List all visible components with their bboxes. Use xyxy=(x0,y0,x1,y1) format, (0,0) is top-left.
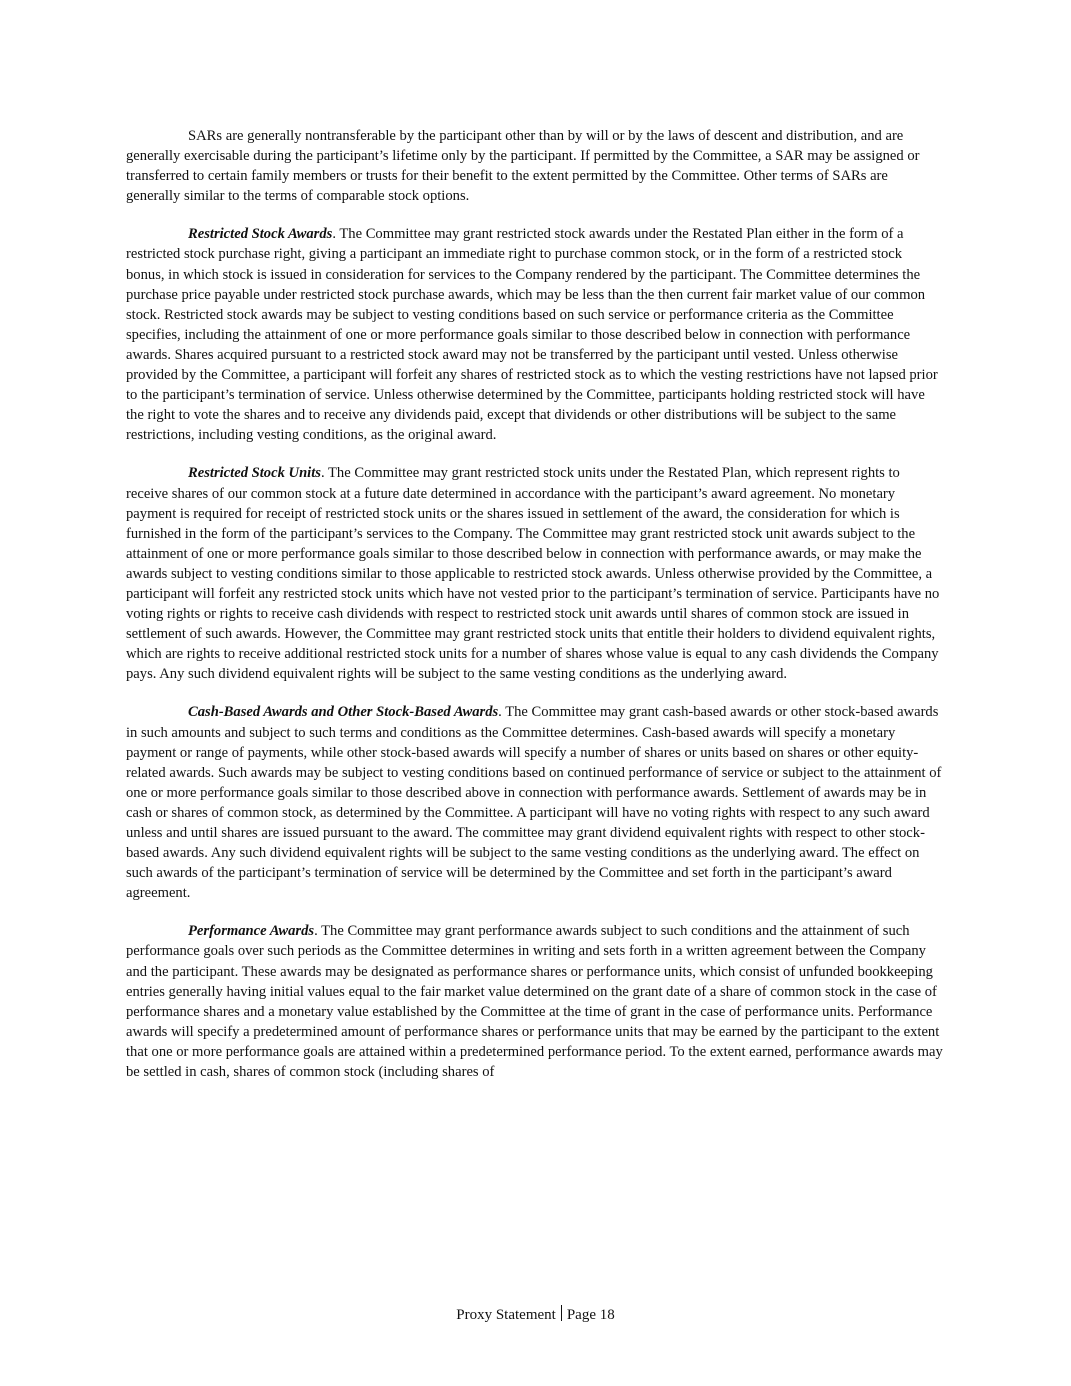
paragraph-heading: Restricted Stock Units xyxy=(188,465,321,482)
paragraph-text: . The Committee may grant cash-based awards or other stock-based awards in such amounts and subject to such terms and conditions as the Committee determines. Cash-based awards will specify a monetary payment or range of payments, while other stock-based awards will specify a number of shares or units based on shares or other equity-related awards. Such awards may be subject to vesting conditions based on continued performance of service or subject to the attainment of one or more performance goals similar to those described above in connection with performance awards. Settlement of awards may be in cash or shares of common stock, as determined by the Committee. A participant will have no voting rights with respect to any such award unless and until shares are issued pursuant to the award. The committee may grant dividend equivalent rights with respect to other stock-based awards. Any such dividend equivalent rights will be subject to the same vesting conditions as the underlying award. The effect on such awards of the participant’s termination of service will be determined by the Committee and set forth in the participant’s award agreement. xyxy=(126,704,942,902)
paragraph-text: . The Committee may grant performance awards subject to such conditions and the attainment of such performance goals over such periods as the Committee determines in writing and sets forth in a written agreement between the Company and the participant. These awards may be designated as performance shares or performance units, which consist of unfunded bookkeeping entries generally having initial values equal to the fair market value determined on the grant date of a share of common stock in the case of performance shares and a monetary value established by the Committee at the time of grant in the case of performance units. Performance awards will specify a predetermined amount of performance shares or performance units that may be earned by the participant to the extent that one or more performance goals are attained within a predetermined performance period. To the extent earned, performance awards may be settled in cash, shares of common stock (including shares of xyxy=(126,923,943,1081)
paragraph-text: . The Committee may grant restricted stock units under the Restated Plan, which represent rights to receive shares of our common stock at a future date determined in accordance with the participant’s award agreement. No monetary payment is required for receipt of restricted stock units or the shares issued in settlement of the award, the consideration for which is furnished in the form of the participant’s services to the Company. The Committee may grant restricted stock unit awards subject to the attainment of one or more performance goals similar to those described below in connection with performance awards, or may make the awards subject to vesting conditions similar to those applicable to restricted stock awards. Unless otherwise provided by the Committee, a participant will forfeit any restricted stock units which have not vested prior to the participant’s termination of service. Participants have no voting rights or rights to receive cash dividends with respect to restricted stock unit awards until shares of common stock are issued in settlement of such awards. However, the Committee may grant restricted stock units that entitle their holders to dividend equivalent rights, which are rights to receive additional restricted stock units for a number of shares whose value is equal to any cash dividends the Company pays. Any such dividend equivalent rights will be subject to the same vesting conditions as the underlying award. xyxy=(126,465,940,683)
paragraph-text: SARs are generally nontransferable by the participant other than by will or by the laws of descent and distribution, and are generally exercisable during the participant’s lifetime only by the participant. If permitted by the Committee, a SAR may be assigned or transferred to certain family members or trusts for their benefit to the extent permitted by the Committee. Other terms of SARs are generally similar to the terms of comparable stock options. xyxy=(126,128,920,205)
footer-label: Proxy Statement xyxy=(456,1307,556,1323)
paragraph-heading: Cash-Based Awards and Other Stock-Based Awards xyxy=(188,704,499,721)
paragraph-heading: Performance Awards xyxy=(188,923,315,940)
paragraph-performance-awards xyxy=(126,921,943,1082)
paragraph-restricted-stock-awards xyxy=(126,224,943,445)
paragraph-sars-transferability xyxy=(126,126,943,206)
footer-page-number: Page 18 xyxy=(566,1307,615,1323)
paragraph-text: . The Committee may grant restricted stock awards under the Restated Plan either in the form of a restricted stock purchase right, giving a participant an immediate right to purchase common stock, or in the form of a restricted stock bonus, in which stock is issued in consideration for services to the Company rendered by the participant. The Committee determines the purchase price payable under restricted stock purchase awards, which may be less than the then current fair market value of our common stock. Restricted stock awards may be subject to vesting conditions based on such service or performance criteria as the Committee specifies, including the attainment of one or more performance goals similar to those described below in connection with performance awards. Shares acquired pursuant to a restricted stock award may not be transferred by the participant until vested. Unless otherwise provided by the Committee, a participant will forfeit any shares of restricted stock as to which the vesting restrictions have not lapsed prior to the participant’s termination of service. Unless otherwise determined by the Committee, participants holding restricted stock will have the right to vote the shares and to receive any dividends paid, except that dividends or other distributions will be subject to the same restrictions, including vesting conditions, as the original award. xyxy=(126,226,938,444)
footer-separator xyxy=(561,1305,562,1321)
paragraph-cash-based-awards xyxy=(126,702,943,903)
paragraph-restricted-stock-units xyxy=(126,463,943,684)
page-footer xyxy=(0,1305,1071,1324)
paragraph-heading: Restricted Stock Awards xyxy=(188,226,333,243)
